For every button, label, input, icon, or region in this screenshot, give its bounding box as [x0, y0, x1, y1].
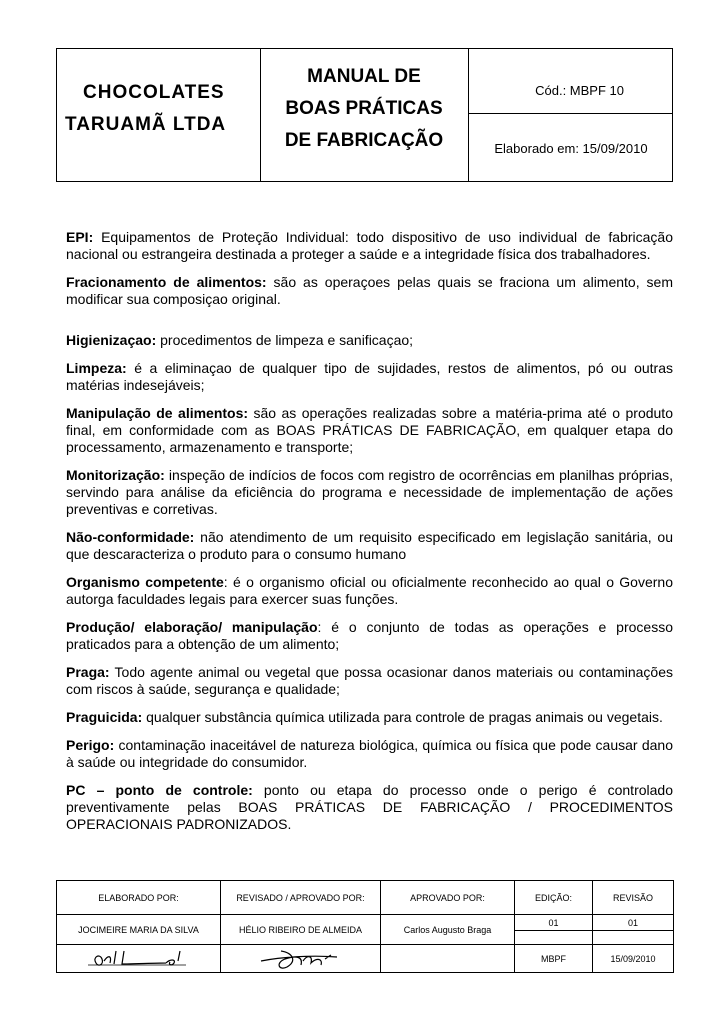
definition-text: são as operaçoes pelas quais se fraciona um alimento, sem modificar sua composiçao original.	[66, 274, 673, 307]
definition-term: Produção/ elaboração/ manipulação	[66, 619, 318, 635]
definition-term: Organismo competente	[66, 574, 224, 590]
definition-item	[66, 229, 673, 263]
header-revisado: REVISADO / APROVADO POR:	[221, 881, 381, 915]
definition-item	[66, 360, 673, 394]
signature-revisado	[221, 945, 381, 973]
definition-item	[66, 529, 673, 563]
revisao-value: 01	[593, 915, 674, 931]
header-elaborado: ELABORADO POR:	[57, 881, 221, 915]
manual-title-line1: MANUAL DE	[307, 66, 421, 87]
document-header	[56, 48, 673, 182]
definition-term: Fracionamento de alimentos:	[66, 274, 267, 290]
definition-text: é a eliminaçao de qualquer tipo de sujidades, restos de alimentos, pó ou outras matérias indesejáveis;	[66, 360, 673, 393]
definition-text: : é o conjunto de todas as operações e processo praticados para a obtenção de um alimento;	[66, 619, 673, 652]
document-ref: MBPF	[515, 945, 593, 973]
table-row	[57, 881, 674, 915]
definition-term: EPI:	[66, 229, 94, 245]
empty-cell	[515, 931, 593, 945]
definition-item	[66, 574, 673, 608]
elaboration-date: Elaborado em: 15/09/2010	[494, 141, 648, 156]
definition-item	[66, 467, 673, 518]
definition-term: Praguicida:	[66, 709, 143, 725]
definition-item	[66, 405, 673, 456]
definition-text: qualquer substância química utilizada para controle de pragas animais ou vegetais.	[142, 709, 663, 725]
footer-date: 15/09/2010	[593, 945, 674, 973]
header-revisao: REVISÃO	[593, 881, 674, 915]
document-code	[468, 83, 674, 98]
definition-term: PC – ponto de controle:	[66, 782, 253, 798]
table-row	[57, 915, 674, 931]
revisado-name: HÉLIO RIBEIRO DE ALMEIDA	[221, 915, 381, 945]
company-name-line1: CHOCOLATES	[83, 82, 225, 103]
definition-item	[66, 737, 673, 771]
definitions-list	[66, 229, 673, 844]
manual-title-line2: BOAS PRÁTICAS	[285, 98, 443, 119]
definition-text: são as operações realizadas sobre a matéria-prima até o produto final, em conformidade com as BOAS PRÁTICAS DE FABRICAÇÃO, em qualquer etapa do processamento, armazenamento e transporte;	[66, 405, 673, 455]
signature-elaborado	[57, 945, 221, 973]
definition-text: : é o organismo oficial ou oficialmente reconhecido ao qual o Governo autorga faculdades legais para exercer suas funções.	[66, 574, 673, 607]
header-divider	[468, 49, 469, 181]
definition-text: inspeção de indícios de focos com registro de ocorrências em planilhas próprias, servindo para análise da eficiência do programa e necessidade de implementação de ações preventivas e corretivas.	[66, 467, 673, 517]
definition-item	[66, 782, 673, 833]
header-edicao: EDIÇÃO:	[515, 881, 593, 915]
definition-term: Limpeza:	[66, 360, 127, 376]
document-code-text: Cód.: MBPF 10	[535, 83, 624, 98]
table-row	[57, 945, 674, 973]
definition-item	[66, 274, 673, 308]
definition-text: ponto ou etapa do processo onde o perigo é controlado preventivamente pelas BOAS PRÁTICAS DE FABRICAÇÃO / PROCEDIMENTOS OPERACIONAIS PADRONIZADOS.	[66, 782, 673, 832]
elaborado-name: JOCIMEIRE MARIA DA SILVA	[57, 915, 221, 945]
approval-table	[56, 880, 674, 973]
signature-icon	[241, 947, 361, 971]
company-name-line2: TARUAMÃ LTDA	[65, 114, 227, 135]
definition-term: Monitorização:	[66, 467, 165, 483]
definition-text: contaminação inaceitável de natureza biológica, química ou física que pode causar dano à saúde ou integridade do consumidor.	[66, 737, 673, 770]
manual-title	[260, 61, 468, 157]
definition-term: Perigo:	[66, 737, 115, 753]
definition-text: não atendimento de um requisito especificado em legislação sanitária, ou que descaracteriza o produto para o consumo humano	[66, 529, 673, 562]
aprovado-name: Carlos Augusto Braga	[381, 915, 515, 945]
definition-term: Não-conformidade:	[66, 529, 195, 545]
definition-term: Higienizaçao:	[66, 332, 157, 348]
definition-text: procedimentos de limpeza e sanificaçao;	[156, 332, 414, 348]
definition-text: Todo agente animal ou vegetal que possa ocasionar danos materiais ou contaminações com riscos à saúde, segurança e qualidade;	[66, 664, 673, 697]
manual-title-line3: DE FABRICAÇÃO	[284, 130, 444, 151]
definition-item	[66, 709, 673, 726]
definition-item	[66, 664, 673, 698]
company-name	[57, 77, 260, 141]
definition-item	[66, 619, 673, 653]
definition-item	[66, 332, 673, 349]
definition-text: Equipamentos de Proteção Individual: todo dispositivo de uso individual de fabricação nacional ou estrangeira destinada a proteger a saúde e a integridade física dos trabalhadores.	[66, 229, 673, 262]
header-aprovado: APROVADO POR:	[381, 881, 515, 915]
definition-term: Manipulação de alimentos:	[66, 405, 249, 421]
empty-cell	[381, 945, 515, 973]
signature-icon	[74, 947, 204, 971]
header-divider	[468, 113, 672, 114]
empty-cell	[593, 931, 674, 945]
edicao-value: 01	[515, 915, 593, 931]
definition-term: Praga:	[66, 664, 110, 680]
